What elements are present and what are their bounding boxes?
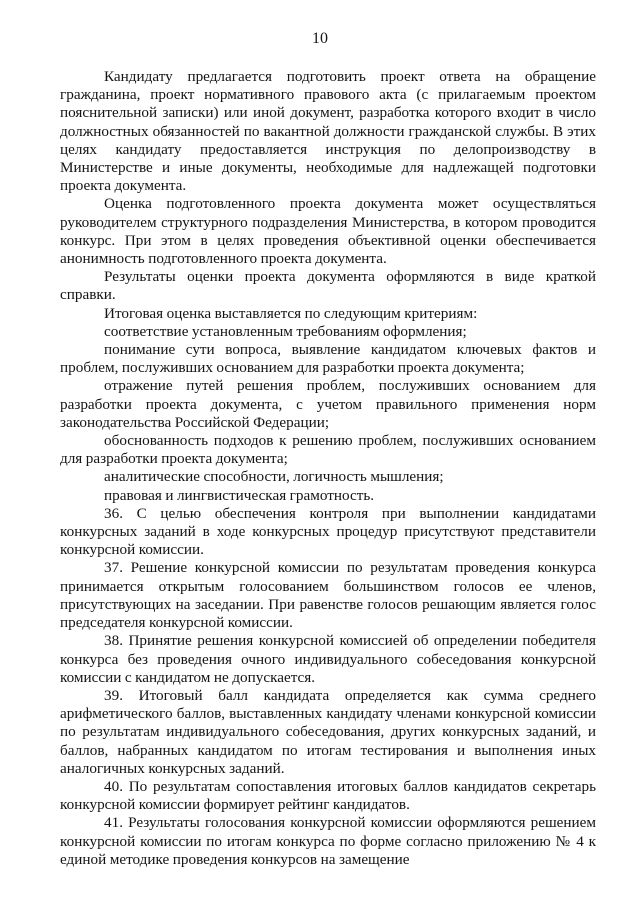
criterion-analytical: аналитические способности, логичность мышления; bbox=[104, 468, 444, 486]
paragraph-task-description: Кандидату предлагается подготовить проект ответа на обращение гражданина, проект нормативного правового акта (с прилагаемым проектом пояснительной записки) или иной документ, разработка которого входит в число должностных обязанностей по вакантной должности гражданской службы. В этих целях кандидату предоставляется инструкция по делопроизводству в Министерстве и иные документы, необходимые для надлежащей подготовки проекта документа. bbox=[60, 68, 596, 195]
clause-41: 41. Результаты голосования конкурсной комиссии оформляются решением конкурсной комиссии по итогам конкурса по форме согласно приложению № 4 к единой методике проведения конкурсов на замещение bbox=[60, 814, 596, 868]
criterion-solutions: отражение путей решения проблем, послуживших основанием для разработки проекта документа, с учетом правильного применения норм законодательства Российской Федерации; bbox=[60, 377, 596, 431]
paragraph-criteria-intro: Итоговая оценка выставляется по следующим критериям: bbox=[104, 304, 478, 322]
paragraph-evaluation-results: Результаты оценки проекта документа оформляются в виде краткой справки. bbox=[60, 268, 596, 304]
clause-40: 40. По результатам сопоставления итоговых баллов кандидатов секретарь конкурсной комиссии формирует рейтинг кандидатов. bbox=[60, 777, 596, 814]
clause-36: 36. С целью обеспечения контроля при выполнении кандидатами конкурсных заданий в ходе конкурсных процедур присутствуют представители конкурсной комиссии. bbox=[60, 504, 596, 559]
criterion-understanding: понимание сути вопроса, выявление кандидатом ключевых фактов и проблем, послуживших основанием для разработки проекта документа; bbox=[60, 341, 596, 377]
clause-38: 38. Принятие решения конкурсной комиссией об определении победителя конкурса без проведения очного индивидуального собеседования конкурсной комиссии с кандидатом не допускается. bbox=[60, 632, 596, 686]
clause-37: 37. Решение конкурсной комиссии по результатам проведения конкурса принимается открытым голосованием большинством голосов ее членов, присутствующих на заседании. При равенстве голосов решающим является голос председателя конкурсной комиссии. bbox=[60, 559, 596, 632]
page-number: 10 bbox=[312, 30, 328, 47]
criterion-justification: обоснованность подходов к решению проблем, послуживших основанием для разработки проекта документа; bbox=[60, 432, 596, 468]
document-body bbox=[60, 68, 596, 869]
criterion-formatting: соответствие установленным требованиям оформления; bbox=[104, 322, 467, 340]
criterion-literacy: правовая и лингвистическая грамотность. bbox=[104, 486, 375, 504]
paragraph-evaluation-by-head: Оценка подготовленного проекта документа может осуществляться руководителем структурного подразделения Министерства, в котором проводится конкурс. При этом в целях проведения объективной оценки обеспечивается анонимность подготовленного проекта документа. bbox=[60, 195, 596, 268]
clause-39: 39. Итоговый балл кандидата определяется как сумма среднего арифметического баллов, выставленных кандидату членами конкурсной комиссии по результатам индивидуального собеседования, других конкурсных заданий, и баллов, набранных кандидатом по итогам тестирования и выполнения иных аналогичных конкурсных заданий. bbox=[60, 686, 596, 777]
